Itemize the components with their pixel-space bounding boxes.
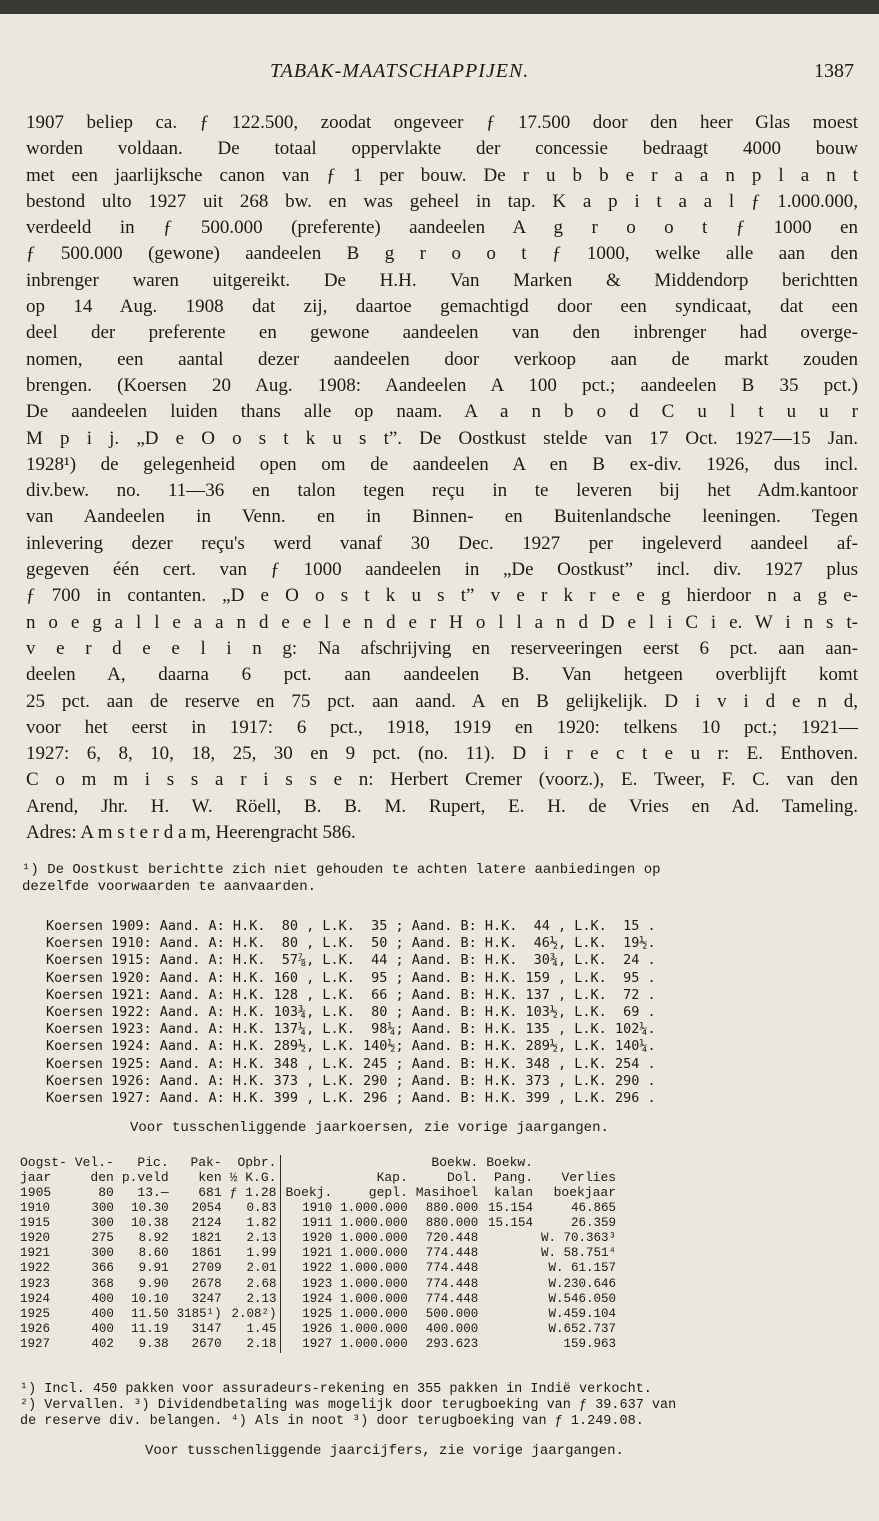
table-cell: 1821 bbox=[191, 1231, 222, 1246]
table-cell: 15.154 bbox=[488, 1215, 534, 1230]
table-cell: 2.13 bbox=[246, 1231, 277, 1246]
table-cell bbox=[482, 1231, 537, 1246]
table-cell: 368 bbox=[91, 1276, 114, 1291]
table-cell bbox=[482, 1292, 537, 1307]
table-header-cell: jaar bbox=[20, 1170, 52, 1186]
table-cell: W. 61.157 bbox=[548, 1261, 617, 1276]
table-cell: W.546.050 bbox=[548, 1291, 617, 1306]
body-line: deelen A, daarna 6 pct. aan aandeelen B. Van hetgeen overblijft komt bbox=[26, 664, 858, 686]
table-cell: 3247 bbox=[191, 1291, 222, 1306]
body-line: inlevering dezer reçu's werd vanaf 30 Dec. 1927 per ingeleverd aandeel af- bbox=[26, 532, 858, 554]
table-cell bbox=[482, 1337, 537, 1352]
table-header-cell bbox=[336, 1155, 412, 1170]
body-line: voor het eerst in 1917: 6 pct., 1918, 1919 en 1920: telkens 10 pct.; 1921— bbox=[26, 716, 858, 738]
koersen-note: Voor tusschenliggende jaarkoersen, zie vorige jaargangen. bbox=[130, 1120, 609, 1136]
table-cell bbox=[482, 1277, 537, 1292]
table-cell: 1927 bbox=[20, 1337, 51, 1352]
table-cell: 8.60 bbox=[138, 1246, 169, 1261]
table-cell: 15.154 bbox=[488, 1200, 534, 1215]
table-row bbox=[16, 1261, 620, 1276]
table-cell: 1861 bbox=[191, 1246, 222, 1261]
table-cell: 10.38 bbox=[131, 1215, 169, 1230]
table-row bbox=[16, 1246, 620, 1261]
body-line: n o e g a l l e a a n d e e l e n d e r H o l l a n d D e l i C i e. W i n s t- bbox=[26, 611, 858, 633]
body-line: deel der preferente en gewone aandeelen van den inbrenger had overge- bbox=[26, 322, 858, 344]
table-cell: 1926 bbox=[281, 1322, 336, 1337]
body-line: M p i j. „D e O o s t k u s t”. De Oostkust stelde van 17 Oct. 1927—15 Jan. bbox=[26, 427, 858, 449]
table-cell: 10.10 bbox=[131, 1291, 169, 1306]
table-cell: 1.000.000 bbox=[340, 1261, 408, 1276]
koersen-row: Koersen 1909: Aand. A: H.K. 80 , L.K. 35 ; Aand. B: H.K. 44 , L.K. 15 . bbox=[46, 918, 656, 934]
table-cell: 1924 bbox=[20, 1291, 51, 1306]
table-header-cell: kalan bbox=[494, 1185, 534, 1201]
table-cell: 1.000.000 bbox=[340, 1215, 408, 1230]
body-line: bestond ulto 1927 uit 268 bw. en was geheel in tap. K a p i t a a l ƒ 1.000.000, bbox=[26, 190, 858, 212]
table-header-row bbox=[16, 1155, 620, 1170]
table-cell: 11.50 bbox=[131, 1307, 169, 1322]
table-cell: 1.000.000 bbox=[340, 1200, 408, 1215]
table-row bbox=[16, 1322, 620, 1337]
table-cell: 1925 bbox=[20, 1307, 51, 1322]
body-line: verdeeld in ƒ 500.000 (preferente) aandeelen A g r o o t ƒ 1000 en bbox=[26, 217, 858, 239]
table-header-cell bbox=[281, 1155, 336, 1170]
table-cell: 2.13 bbox=[246, 1291, 277, 1306]
table-row bbox=[16, 1307, 620, 1322]
table-note-line: ²) Vervallen. ³) Dividendbetaling was mogelijk door terugboeking van ƒ 39.637 van bbox=[20, 1398, 677, 1413]
table-cell: 500.000 bbox=[425, 1307, 479, 1322]
table-cell: 1.000.000 bbox=[340, 1231, 408, 1246]
body-line: inbrenger waren uitgereikt. De H.H. Van Marken & Middendorp berichtten bbox=[26, 269, 858, 291]
table-row bbox=[16, 1337, 620, 1352]
table-cell: 1922 bbox=[281, 1261, 336, 1276]
table-row bbox=[16, 1231, 620, 1246]
table-cell: 1.99 bbox=[246, 1246, 277, 1261]
koersen-row: Koersen 1920: Aand. A: H.K. 160 , L.K. 95 ; Aand. B: H.K. 159 , L.K. 95 . bbox=[46, 969, 656, 986]
table-cell: 2.18 bbox=[246, 1337, 277, 1352]
body-line: op 14 Aug. 1908 dat zij, daartoe gemachtigd door een syndicaat, dat een bbox=[26, 296, 858, 318]
table-header-cell: Pic. bbox=[137, 1155, 169, 1170]
table-cell bbox=[482, 1322, 537, 1337]
table-cell: 26.359 bbox=[571, 1215, 617, 1230]
koersen-row: Koersen 1923: Aand. A: H.K. 137¼, L.K. 98¼; Aand. B: H.K. 135 , L.K. 102¼. bbox=[46, 1021, 656, 1038]
table-cell: 293.623 bbox=[425, 1337, 479, 1352]
table-cell: 3147 bbox=[191, 1322, 222, 1337]
table-cell: 1.000.000 bbox=[340, 1291, 408, 1306]
table-header-cell: boekjaar bbox=[553, 1185, 617, 1201]
table-header-cell: Boekw. bbox=[486, 1155, 534, 1170]
table-cell: 2709 bbox=[191, 1261, 222, 1276]
koersen-row: Koersen 1910: Aand. A: H.K. 80 , L.K. 50 ; Aand. B: H.K. 46½, L.K. 19½. bbox=[46, 935, 656, 952]
table-cell: 1927 bbox=[281, 1337, 336, 1352]
table-cell: 2.01 bbox=[246, 1261, 277, 1276]
table-header-row bbox=[16, 1170, 620, 1185]
table-header-cell: Dol. bbox=[447, 1170, 479, 1186]
page-header bbox=[0, 60, 879, 90]
page-number: 1387 bbox=[814, 60, 854, 82]
table-cell: 1.82 bbox=[246, 1215, 277, 1230]
table-cell: W. 58.751⁴ bbox=[541, 1246, 617, 1261]
table-row bbox=[16, 1277, 620, 1292]
table-cell: 1921 bbox=[281, 1246, 336, 1261]
table-cell: 1915 bbox=[20, 1215, 51, 1230]
table-header-cell: 1905 bbox=[20, 1185, 52, 1201]
table-note-line: ¹) Incl. 450 pakken voor assuradeurs-rekening en 355 pakken in Indië verkocht. bbox=[20, 1382, 652, 1397]
body-line: worden voldaan. De totaal oppervlakte der concessie bedraagt 4000 bouw bbox=[26, 138, 858, 160]
address-line: Adres: A m s t e r d a m, Heerengracht 586. bbox=[26, 822, 356, 844]
table-cell: 300 bbox=[91, 1200, 114, 1215]
table-header-cell: Vel.- bbox=[74, 1155, 114, 1170]
table-cell: 400 bbox=[91, 1291, 114, 1306]
table-cell: 366 bbox=[91, 1261, 114, 1276]
table-cell: W.652.737 bbox=[548, 1322, 617, 1337]
table-cell: 159.963 bbox=[563, 1337, 617, 1352]
body-line: nomen, een aantal dezer aandeelen door verkoop aan de markt zouden bbox=[26, 348, 858, 370]
table-header-cell: Pang. bbox=[494, 1170, 534, 1186]
body-line: brengen. (Koersen 20 Aug. 1908: Aandeelen A 100 pct.; aandeelen B 35 pct.) bbox=[26, 374, 858, 396]
table-cell: 774.448 bbox=[425, 1261, 479, 1276]
table-cell: 880.000 bbox=[425, 1215, 479, 1230]
table-row bbox=[16, 1201, 620, 1216]
table-cell bbox=[482, 1246, 537, 1261]
table-cell: 2678 bbox=[191, 1276, 222, 1291]
table-cell: 275 bbox=[91, 1231, 114, 1246]
table-cell: 8.92 bbox=[138, 1231, 169, 1246]
table-cell: W.459.104 bbox=[548, 1307, 617, 1322]
table-cell: 11.19 bbox=[131, 1322, 169, 1337]
table-cell bbox=[482, 1307, 537, 1322]
running-title: TABAK-MAATSCHAPPIJEN. bbox=[270, 60, 530, 82]
table-cell: 400 bbox=[91, 1322, 114, 1337]
table-cell: 46.865 bbox=[571, 1200, 617, 1215]
table-cell: 1923 bbox=[20, 1276, 51, 1291]
table-cell: 720.448 bbox=[425, 1231, 479, 1246]
koersen-row: Koersen 1915: Aand. A: H.K. 57⅞, L.K. 44 ; Aand. B: H.K. 30¾, L.K. 24 . bbox=[46, 952, 656, 969]
body-line: met een jaarlijksche canon van ƒ 1 per bouw. De r u b b e r a a n p l a n t bbox=[26, 164, 858, 186]
table-header-cell: Kap. bbox=[376, 1170, 408, 1186]
table-cell: 1920 bbox=[20, 1231, 51, 1246]
table-cell: 9.91 bbox=[138, 1261, 169, 1276]
table-cell: 1.000.000 bbox=[340, 1246, 408, 1261]
table-cell: 300 bbox=[91, 1246, 114, 1261]
table-header-cell: 13.— bbox=[137, 1185, 169, 1201]
table-cell: 880.000 bbox=[425, 1200, 479, 1215]
body-line: gegeven één cert. van ƒ 1000 aandeelen in „De Oostkust” incl. div. 1927 plus bbox=[26, 559, 858, 581]
table-cell: 1.000.000 bbox=[340, 1337, 408, 1352]
body-line: 1928¹) de gelegenheid open om de aandeelen A en B ex-div. 1926, dus incl. bbox=[26, 453, 858, 475]
koersen-list bbox=[46, 918, 656, 1107]
table-header-cell: 80 bbox=[98, 1185, 114, 1201]
table-cell: 9.38 bbox=[138, 1337, 169, 1352]
footnote-line: ¹) De Oostkust berichtte zich niet gehouden te achten latere aanbiedingen op bbox=[22, 862, 661, 878]
table-cell: 9.90 bbox=[138, 1276, 169, 1291]
table-cell: 1.000.000 bbox=[340, 1322, 408, 1337]
table-cell: 400.000 bbox=[425, 1322, 479, 1337]
body-line: v e r d e e l i n g: Na afschrijving en reserveeringen eerst 6 pct. aan aan- bbox=[26, 637, 858, 659]
table-header-cell: ken bbox=[198, 1170, 222, 1186]
table-cell: 1924 bbox=[281, 1292, 336, 1307]
footnote bbox=[22, 862, 858, 896]
scan-edge bbox=[0, 0, 879, 14]
table-header-cell bbox=[281, 1170, 336, 1185]
table-header-cell: Boekj. bbox=[281, 1185, 336, 1200]
table-cell: 1.45 bbox=[246, 1322, 277, 1337]
table-cell: 774.448 bbox=[425, 1276, 479, 1291]
table-cell: 2.08²) bbox=[231, 1307, 277, 1322]
table-row bbox=[16, 1216, 620, 1231]
table-header-row bbox=[16, 1185, 620, 1200]
body-line: 25 pct. aan de reserve en 75 pct. aan aand. A en B gelijkelijk. D i v i d e n d, bbox=[26, 690, 858, 712]
table-cell: 2670 bbox=[191, 1337, 222, 1352]
table-cell: W. 70.363³ bbox=[541, 1231, 617, 1246]
body-line: ƒ 700 in contanten. „D e O o s t k u s t” v e r k r e e g hierdoor n a g e- bbox=[26, 585, 858, 607]
table-header-cell: ½ K.G. bbox=[229, 1170, 277, 1186]
koersen-row: Koersen 1926: Aand. A: H.K. 373 , L.K. 290 ; Aand. B: H.K. 373 , L.K. 290 . bbox=[46, 1072, 656, 1089]
body-line: De aandeelen luiden thans alle op naam. A a n b o d C u l t u u r bbox=[26, 401, 858, 423]
table-cell: 1926 bbox=[20, 1322, 51, 1337]
body-line: van Aandeelen in Venn. en in Binnen- en Buitenlandsche leeningen. Tegen bbox=[26, 506, 858, 528]
table-header-cell: gepl. bbox=[368, 1185, 408, 1201]
table-cell: 10.30 bbox=[131, 1200, 169, 1215]
table-cell: 1925 bbox=[281, 1307, 336, 1322]
table-cell: 1911 bbox=[281, 1216, 336, 1231]
table-cell: 1922 bbox=[20, 1261, 51, 1276]
table-cell: 774.448 bbox=[425, 1246, 479, 1261]
table-cell: 1910 bbox=[281, 1201, 336, 1216]
table-header-cell: den bbox=[90, 1170, 114, 1186]
table-row bbox=[16, 1292, 620, 1307]
table-cell: 774.448 bbox=[425, 1291, 479, 1306]
body-line: C o m m i s s a r i s s e n: Herbert Cremer (voorz.), E. Tweer, F. C. van den bbox=[26, 769, 858, 791]
table-cell: 1.000.000 bbox=[340, 1276, 408, 1291]
financial-table bbox=[16, 1155, 620, 1353]
body-line: Arend, Jhr. H. W. Röell, B. B. M. Rupert, E. H. de Vries en Ad. Tameling. bbox=[26, 795, 858, 817]
table-header-cell: Verlies bbox=[561, 1170, 617, 1186]
table-cell: 0.83 bbox=[246, 1200, 277, 1215]
table-cell: 1.000.000 bbox=[340, 1307, 408, 1322]
table-header-cell: Oogst- bbox=[20, 1155, 67, 1170]
table-cell: 300 bbox=[91, 1215, 114, 1230]
table-cell: 1910 bbox=[20, 1200, 51, 1215]
footnote-line: dezelfde voorwaarden te aanvaarden. bbox=[22, 879, 317, 895]
body-line: ƒ 500.000 (gewone) aandeelen B g r o o t ƒ 1000, welke alle aan den bbox=[26, 243, 858, 265]
table-cell: 400 bbox=[91, 1307, 114, 1322]
table-cell: 1923 bbox=[281, 1277, 336, 1292]
table-header-cell: Boekw. bbox=[431, 1155, 479, 1170]
table-cell: 402 bbox=[91, 1337, 114, 1352]
table-cell: 2124 bbox=[191, 1215, 222, 1230]
table-header-cell: Masihoel bbox=[415, 1185, 479, 1201]
table-cell: 3185¹) bbox=[176, 1307, 222, 1322]
koersen-row: Koersen 1921: Aand. A: H.K. 128 , L.K. 66 ; Aand. B: H.K. 137 , L.K. 72 . bbox=[46, 986, 656, 1003]
koersen-row: Koersen 1927: Aand. A: H.K. 399 , L.K. 296 ; Aand. B: H.K. 399 , L.K. 296 . bbox=[46, 1090, 656, 1107]
table-cell: 2054 bbox=[191, 1200, 222, 1215]
koersen-row: Koersen 1922: Aand. A: H.K. 103¾, L.K. 80 ; Aand. B: H.K. 103½, L.K. 69 . bbox=[46, 1004, 656, 1021]
table-cell bbox=[482, 1261, 537, 1276]
body-line: 1907 beliep ca. ƒ 122.500, zoodat ongeveer ƒ 17.500 door den heer Glas moest bbox=[26, 112, 858, 133]
table-header-cell: 681 bbox=[198, 1185, 222, 1201]
table-cell: 1921 bbox=[20, 1246, 51, 1261]
body-text bbox=[26, 110, 858, 846]
table-header-cell: p.veld bbox=[121, 1170, 169, 1186]
body-line: div.bew. no. 11—36 en talon tegen reçu in te leveren bij het Adm.kantoor bbox=[26, 480, 858, 502]
table-header-cell bbox=[537, 1155, 620, 1170]
koersen-row: Koersen 1925: Aand. A: H.K. 348 , L.K. 245 ; Aand. B: H.K. 348 , L.K. 254 . bbox=[46, 1055, 656, 1072]
table-note-center: Voor tusschenliggende jaarcijfers, zie vorige jaargangen. bbox=[145, 1443, 624, 1459]
table-cell: 1920 bbox=[281, 1231, 336, 1246]
table-header-cell: Opbr. bbox=[237, 1155, 277, 1170]
koersen-row: Koersen 1924: Aand. A: H.K. 289½, L.K. 140½; Aand. B: H.K. 289½, L.K. 140¼. bbox=[46, 1038, 656, 1055]
table-cell: W.230.646 bbox=[548, 1276, 617, 1291]
table-header-cell: ƒ 1.28 bbox=[229, 1185, 277, 1201]
table-notes bbox=[20, 1382, 860, 1430]
table-header-cell: Pak- bbox=[190, 1155, 222, 1170]
body-line: 1927: 6, 8, 10, 18, 25, 30 en 9 pct. (no. 11). D i r e c t e u r: E. Enthoven. bbox=[26, 743, 858, 765]
table-cell: 2.68 bbox=[246, 1276, 277, 1291]
table-note-line: de reserve div. belangen. ⁴) Als in noot ³) door terugboeking van ƒ 1.249.08. bbox=[20, 1414, 644, 1429]
